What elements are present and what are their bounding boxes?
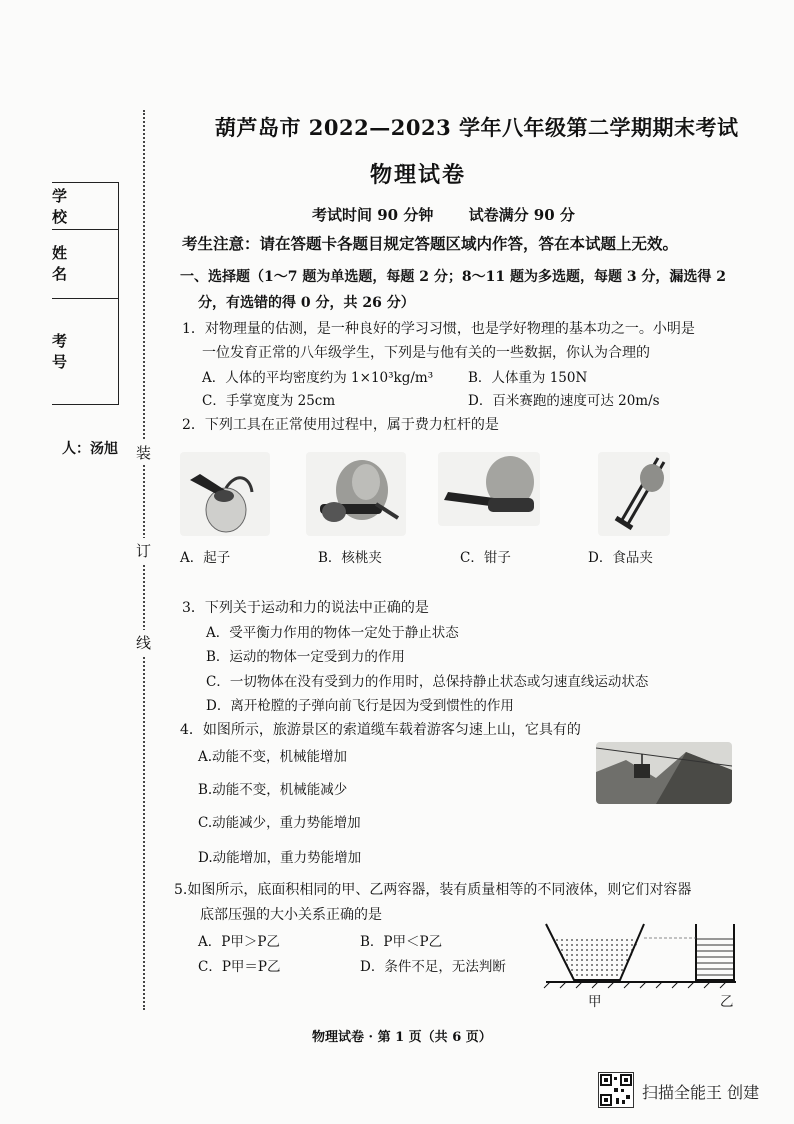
q3-option-a: A．受平衡力作用的物体一定处于静止状态 — [206, 625, 459, 641]
binding-zhuang: 装 — [136, 440, 151, 465]
q1-option-d: D．百米赛跑的速度可达 20m/s — [468, 393, 660, 409]
q4-stem: 4．如图所示，旅游景区的索道缆车载着游客匀速上山，它具有的 — [180, 722, 581, 738]
school-label: 学 校 — [52, 187, 86, 226]
q4-option-b: B.动能不变，机械能减少 — [198, 782, 348, 798]
section-line-1: 一、选择题（1～7 题为单选题，每题 2 分；8～11 题为多选题，每题 3 分，漏选得 2 — [180, 269, 727, 285]
nutcracker-image — [306, 452, 406, 536]
q4-option-c: C.动能减少，重力势能增加 — [198, 815, 361, 831]
q2-option-a: A．起子 — [180, 550, 231, 566]
name-field — [52, 228, 119, 299]
q4-option-a: A.动能不变，机械能增加 — [198, 749, 348, 765]
school-field — [52, 182, 119, 230]
q3-stem: 3．下列关于运动和力的说法中正确的是 — [182, 600, 429, 616]
q1-option-a: A．人体的平均密度约为 1×10³kg/m³ — [202, 370, 434, 386]
food-tongs-image — [598, 452, 670, 536]
exam-score: 试卷满分 90 分 — [468, 206, 575, 224]
exam-time: 考试时间 90 分钟 — [312, 206, 434, 224]
exam-subtitle: 物理试卷 — [370, 162, 467, 188]
containers-diagram — [540, 918, 740, 1008]
cable-car-image — [596, 742, 732, 804]
q3-option-b: B．运动的物体一定受到力的作用 — [206, 649, 405, 665]
q2-stem: 2．下列工具在正常使用过程中，属于费力杠杆的是 — [182, 417, 499, 433]
page-footer: 物理试卷 · 第 1 页（共 6 页） — [312, 1030, 492, 1045]
q5-stem-1: 5.如图所示，底面积相同的甲、乙两容器，装有质量相等的不同液体，则它们对容器 — [174, 882, 692, 898]
binding-xian: 线 — [136, 630, 151, 655]
exam-title: 葫芦岛市 2022—2023 学年八年级第二学期期末考试 — [215, 115, 739, 140]
q5-option-d: D．条件不足，无法判断 — [360, 959, 506, 975]
label-jia: 甲 — [588, 994, 602, 1010]
number-label: 考 号 — [52, 332, 86, 371]
q1-stem-1: 1．对物理量的估测，是一种良好的学习习惯，也是学好物理的基本功之一。小明是 — [182, 321, 695, 337]
label-yi: 乙 — [720, 994, 734, 1010]
pliers-image — [438, 452, 540, 526]
q5-stem-2: 底部压强的大小关系正确的是 — [200, 907, 382, 923]
q2-option-d: D．食品夹 — [588, 550, 653, 566]
q2-option-b: B．核桃夹 — [318, 550, 382, 566]
q1-stem-2: 一位发育正常的八年级学生，下列是与他有关的一些数据，你认为合理的 — [202, 345, 650, 361]
q3-option-c: C．一切物体在没有受到力的作用时，总保持静止状态或匀速直线运动状态 — [206, 674, 649, 690]
qr-code-icon — [598, 1072, 634, 1108]
q4-option-d: D.动能增加，重力势能增加 — [198, 850, 362, 866]
q5-option-b: B．P甲＜P乙 — [360, 934, 443, 950]
q5-option-a: A．P甲＞P乙 — [198, 934, 280, 950]
q1-option-c: C．手掌宽度为 25cm — [202, 393, 336, 409]
person-label: 人：汤旭 — [62, 441, 118, 457]
q3-option-d: D．离开枪膛的子弹向前飞行是因为受到惯性的作用 — [206, 698, 514, 714]
q1-option-b: B．人体重为 150N — [468, 370, 588, 386]
scanner-brand: 扫描全能王 创建 — [642, 1083, 760, 1102]
q2-option-c: C．钳子 — [460, 550, 511, 566]
section-choice-heading — [180, 264, 760, 316]
q5-option-c: C．P甲＝P乙 — [198, 959, 281, 975]
exam-notice: 考生注意：请在答题卡各题目规定答题区域内作答，答在本试题上无效。 — [182, 234, 679, 253]
name-label: 姓 名 — [52, 244, 86, 283]
exam-meta — [312, 204, 605, 225]
bottle-opener-image — [180, 452, 270, 536]
number-field — [52, 298, 119, 405]
binding-ding: 订 — [136, 538, 151, 563]
section-line-2: 分，有选错的得 0 分，共 26 分） — [198, 295, 415, 311]
